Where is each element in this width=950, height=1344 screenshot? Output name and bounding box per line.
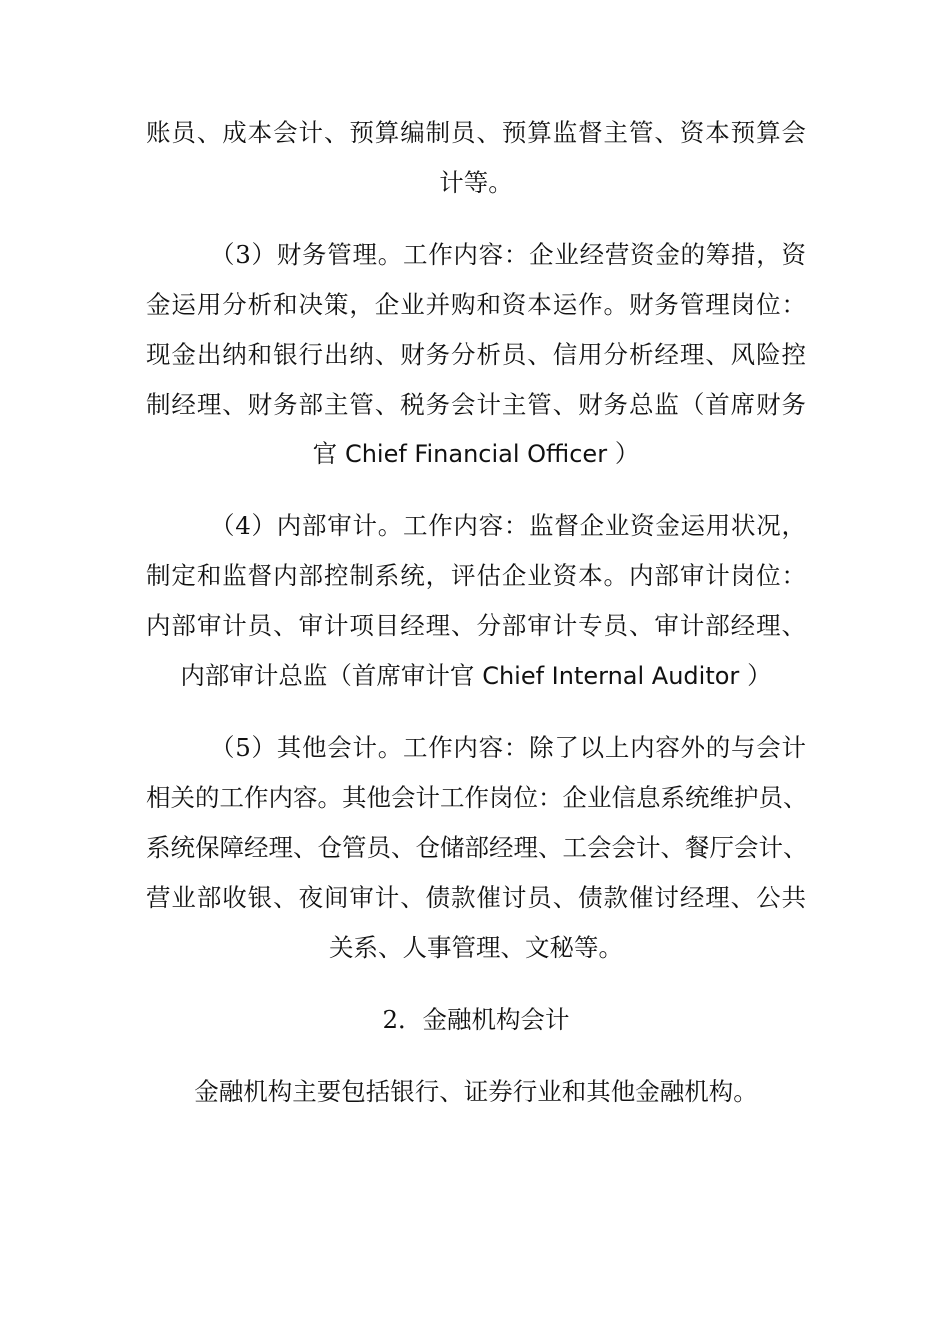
- paragraph-line: 账员、成本会计、预算编制员、预算监督主管、资本预算会: [146, 118, 806, 147]
- paragraph-line: 相关的工作内容。其他会计工作岗位：企业信息系统维护员、: [146, 783, 808, 812]
- paragraph-line: 制经理、财务部主管、税务会计主管、财务总监（首席财务: [146, 390, 806, 419]
- section-heading: 2．金融机构会计: [382, 1005, 570, 1034]
- paragraph-line: （3）财务管理。工作内容：企业经营资金的筹措，资: [210, 240, 806, 269]
- paragraph-line: 内部审计总监（首席审计官 Chief Internal Auditor ）: [180, 661, 772, 690]
- paragraph-line: 内部审计员、审计项目经理、分部审计专员、审计部经理、: [146, 611, 806, 640]
- paragraph-line: 现金出纳和银行出纳、财务分析员、信用分析经理、风险控: [146, 340, 806, 369]
- paragraph-line: 制定和监督内部控制系统，评估企业资本。内部审计岗位：: [146, 561, 806, 590]
- paragraph-line: 系统保障经理、仓管员、仓储部经理、工会会计、餐厅会计、: [146, 833, 808, 862]
- paragraph-line: （4）内部审计。工作内容：监督企业资金运用状况，: [210, 511, 806, 540]
- paragraph-line: （5）其他会计。工作内容：除了以上内容外的与会计: [210, 733, 806, 762]
- paragraph-line: 营业部收银、夜间审计、债款催讨员、债款催讨经理、公共: [146, 883, 806, 912]
- paragraph-line: 金运用分析和决策，企业并购和资本运作。财务管理岗位：: [146, 290, 806, 319]
- paragraph-line: 官 Chief Financial Officer ）: [312, 439, 640, 468]
- paragraph-line: 金融机构主要包括银行、证券行业和其他金融机构。: [194, 1077, 758, 1106]
- paragraph-line: 计等。: [439, 168, 513, 197]
- paragraph-line: 关系、人事管理、文秘等。: [329, 933, 623, 962]
